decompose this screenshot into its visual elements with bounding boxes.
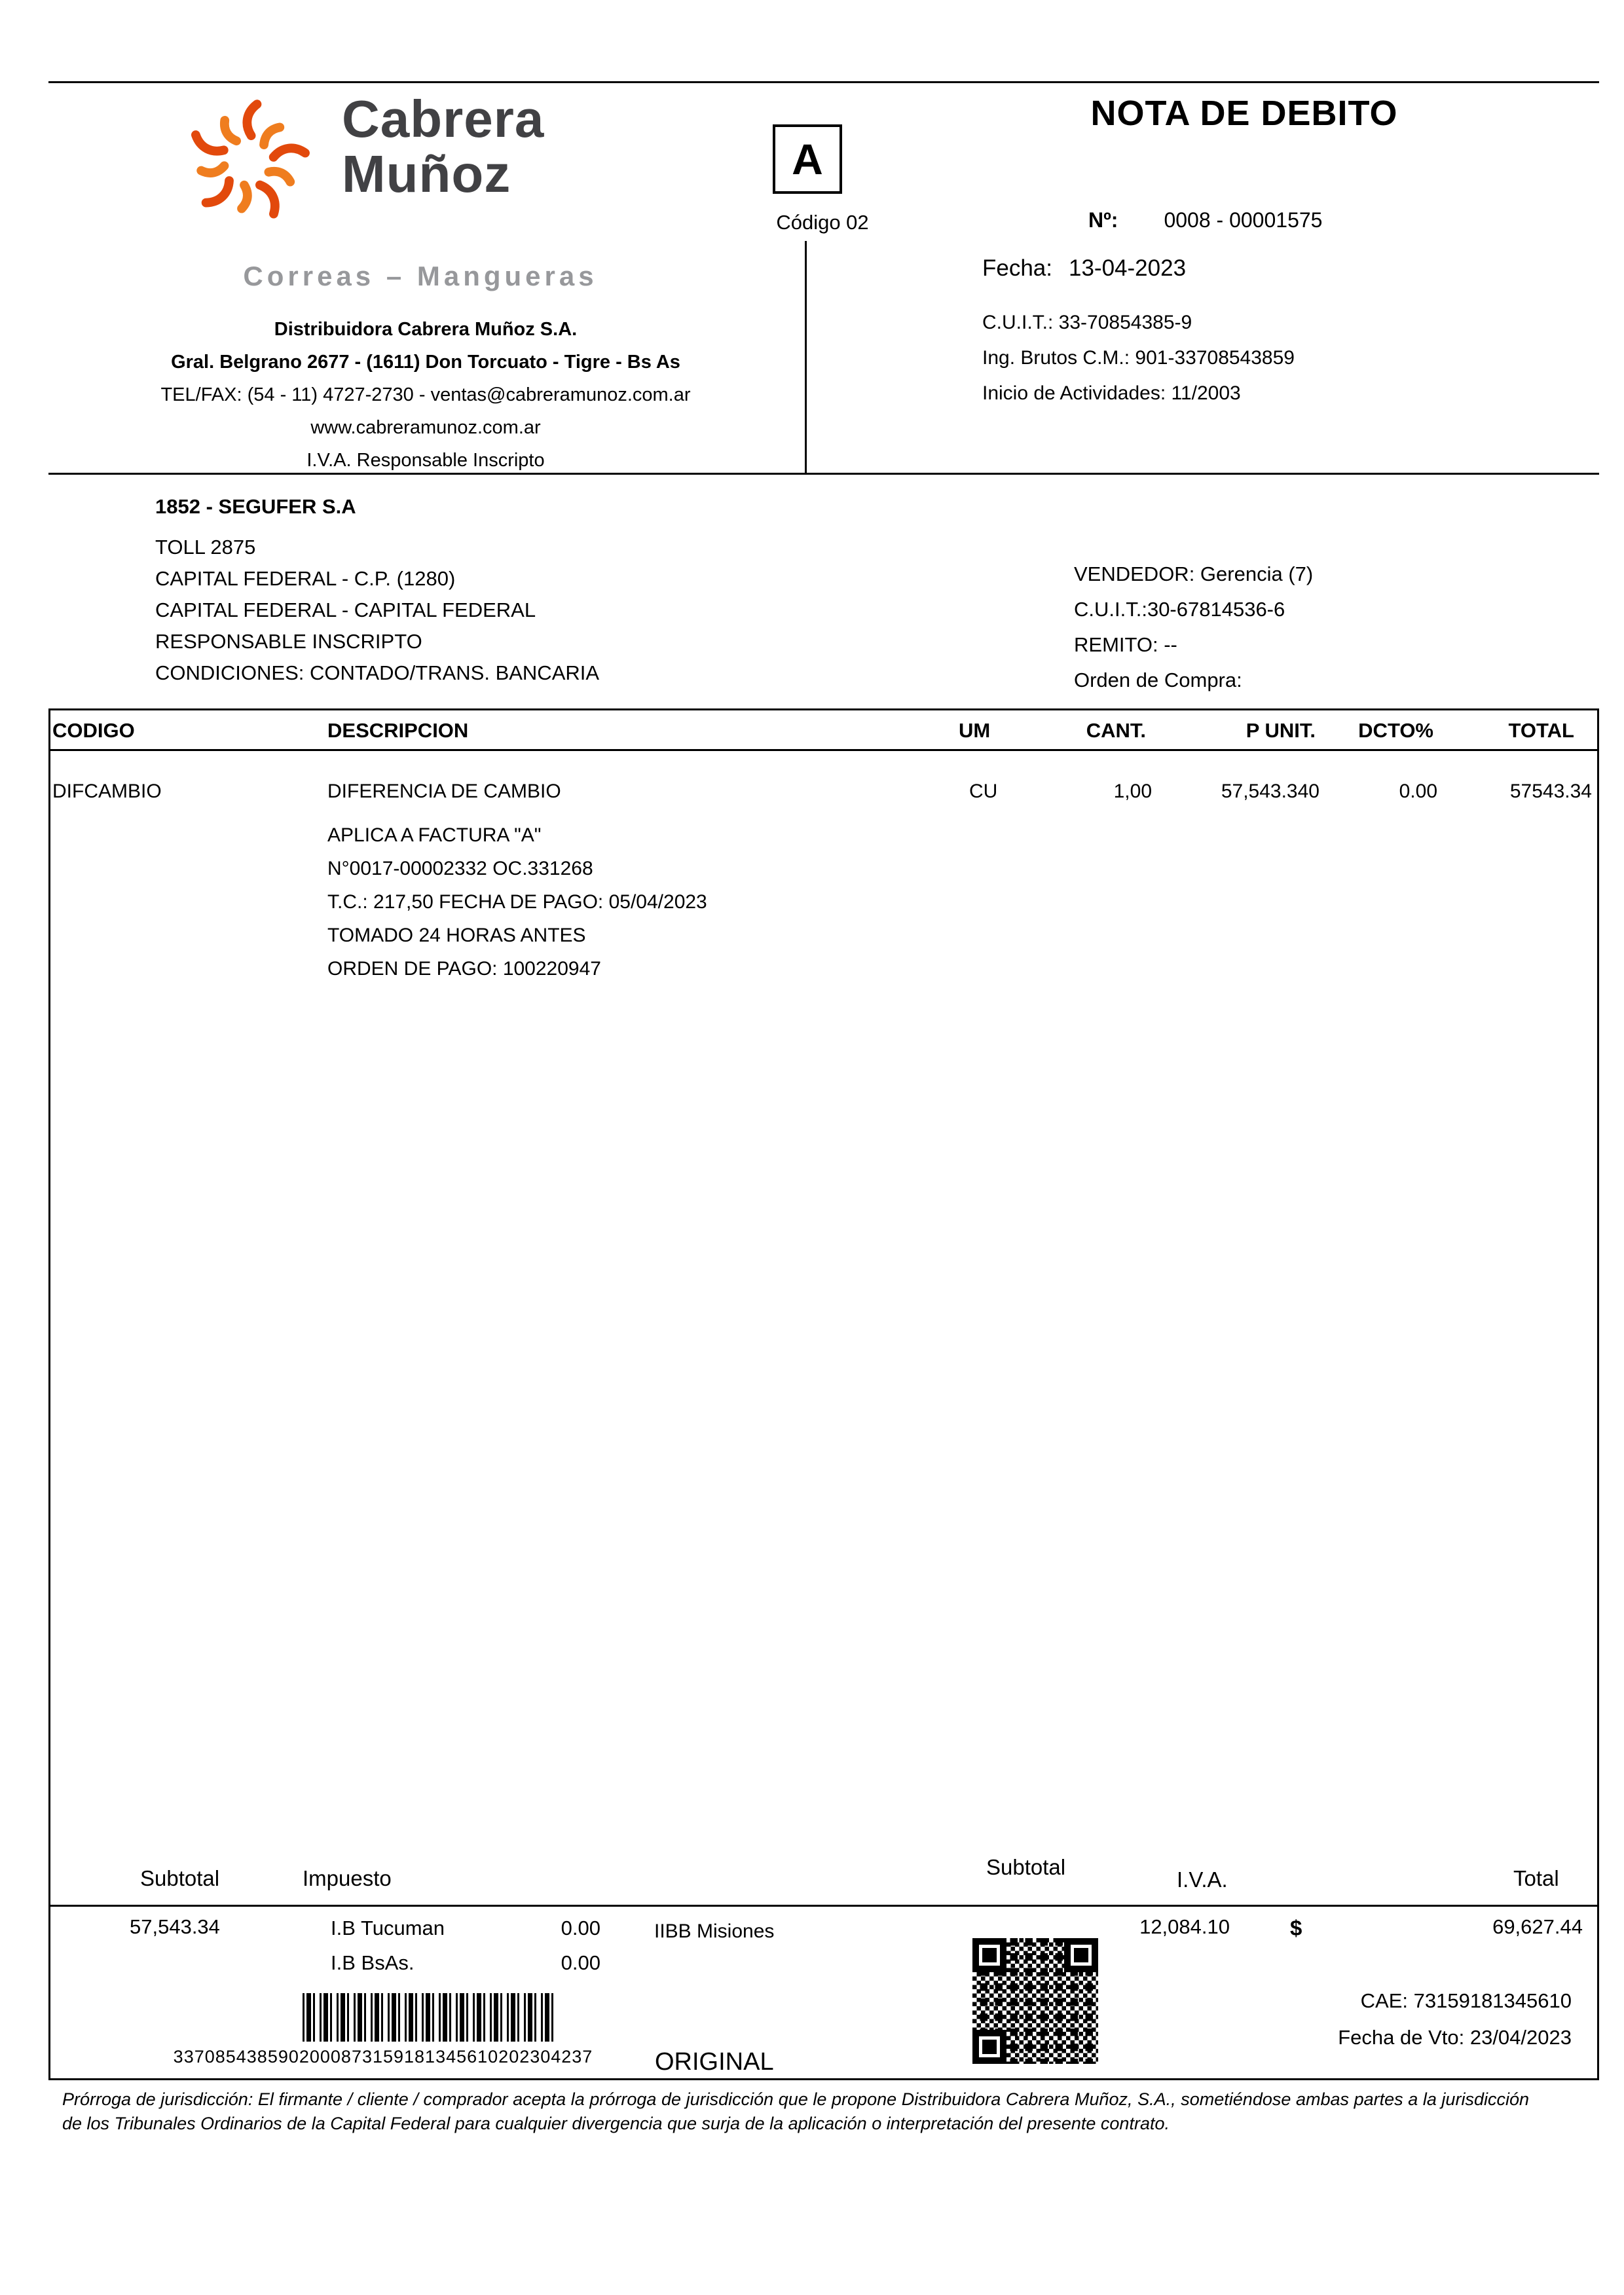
total-value: 69,627.44 bbox=[1492, 1915, 1583, 1938]
tax-row bbox=[331, 1911, 600, 1945]
col-header-cant: CANT. bbox=[1086, 719, 1146, 742]
brand-subtitle: Correas – Mangueras bbox=[243, 261, 598, 291]
company-cuit: C.U.I.T.: 33-70854385-9 bbox=[982, 312, 1192, 333]
item-detail-line: TOMADO 24 HORAS ANTES bbox=[327, 925, 586, 946]
doc-number-label: Nº: bbox=[1088, 208, 1118, 232]
item-dcto: 0.00 bbox=[1399, 780, 1437, 802]
iva-label: I.V.A. bbox=[1177, 1867, 1228, 1892]
qr-code bbox=[967, 1933, 1103, 2069]
cae-line: CAE: 73159181345610 bbox=[1360, 1989, 1572, 2012]
impuesto-label: Impuesto bbox=[303, 1866, 392, 1890]
vto-line: Fecha de Vto: 23/04/2023 bbox=[1338, 2026, 1572, 2049]
iibb-label: IIBB Misiones bbox=[654, 1920, 775, 1942]
item-detail bbox=[327, 818, 707, 985]
company-address: Gral. Belgrano 2677 - (1611) Don Torcuato - Tigre - Bs As bbox=[171, 352, 680, 373]
table-right-border bbox=[1597, 708, 1599, 2078]
company-contact: TEL/FAX: (54 - 11) 4727-2730 - ventas@cabreramunoz.com.ar bbox=[160, 384, 691, 405]
client-conditions: CONDICIONES: CONTADO/TRANS. BANCARIA bbox=[155, 661, 600, 684]
col-header-dcto: DCTO% bbox=[1358, 719, 1433, 742]
item-codigo: DIFCAMBIO bbox=[52, 780, 162, 802]
legal-text: Prórroga de jurisdicción: El firmante / cliente / comprador acepta la prórroga de jurisdicción que le propone Distribuidora Cabrera Muñoz, S.A., sometiéndose ambas partes a la jurisdicción de los Tribunales Ordinarios de la Capital Federal para cualquier divergencia que surja de la aplicación o interpretación del presente contrato. bbox=[62, 2089, 1529, 2133]
doc-letter-box bbox=[773, 124, 842, 194]
tax-value: 0.00 bbox=[561, 1917, 600, 1939]
item-total: 57543.34 bbox=[1509, 780, 1592, 802]
table-header-bottom-rule bbox=[48, 749, 1599, 751]
original-label: ORIGINAL bbox=[655, 2048, 774, 2076]
company-iva-condition: I.V.A. Responsable Inscripto bbox=[306, 450, 545, 471]
doc-date bbox=[982, 255, 1186, 282]
item-detail-line: ORDEN DE PAGO: 100220947 bbox=[327, 958, 601, 980]
subtotal2-label: Subtotal bbox=[986, 1855, 1066, 1879]
company-info bbox=[79, 313, 773, 477]
brand-name bbox=[342, 92, 544, 202]
item-punit: 57,543.340 bbox=[1221, 780, 1320, 802]
subtotal-label: Subtotal bbox=[140, 1866, 220, 1890]
tax-list bbox=[331, 1911, 600, 1980]
orden-compra-line: Orden de Compra: bbox=[1074, 669, 1242, 691]
item-detail-line: T.C.: 217,50 FECHA DE PAGO: 05/04/2023 bbox=[327, 891, 707, 913]
client-info bbox=[155, 491, 599, 689]
subtotal-value: 57,543.34 bbox=[130, 1915, 220, 1938]
doc-number-value: 0008 - 00001575 bbox=[1164, 208, 1323, 232]
brand-line1: Cabrera bbox=[342, 90, 545, 148]
barcode-number: 3370854385902000873159181345610202304237 bbox=[173, 2047, 593, 2066]
header-top-rule bbox=[48, 81, 1599, 83]
barcode bbox=[303, 1993, 558, 2042]
doc-title: NOTA DE DEBITO bbox=[1090, 94, 1398, 133]
company-inicio-actividades: Inicio de Actividades: 11/2003 bbox=[982, 382, 1241, 404]
currency-symbol: $ bbox=[1290, 1916, 1302, 1940]
company-website: www.cabreramunoz.com.ar bbox=[310, 417, 541, 438]
tax-value: 0.00 bbox=[561, 1951, 600, 1974]
col-header-total: TOTAL bbox=[1508, 719, 1574, 742]
company-fiscal-info bbox=[982, 305, 1295, 411]
doc-date-label: Fecha: bbox=[982, 255, 1052, 281]
doc-date-value: 13-04-2023 bbox=[1069, 255, 1187, 281]
client-city-1: CAPITAL FEDERAL - C.P. (1280) bbox=[155, 567, 456, 590]
company-ing-brutos: Ing. Brutos C.M.: 901-33708543859 bbox=[982, 347, 1295, 369]
table-left-border bbox=[48, 708, 50, 2078]
remito-line: REMITO: -- bbox=[1074, 633, 1177, 656]
table-header-top-rule bbox=[48, 708, 1599, 710]
logo-starburst-icon bbox=[178, 90, 317, 233]
doc-letter: A bbox=[792, 135, 823, 183]
qr-finder-icon bbox=[972, 2030, 1006, 2064]
item-um: CU bbox=[969, 780, 998, 802]
item-descripcion: DIFERENCIA DE CAMBIO bbox=[327, 780, 561, 802]
client-city-2: CAPITAL FEDERAL - CAPITAL FEDERAL bbox=[155, 598, 536, 621]
sale-info bbox=[1074, 557, 1313, 698]
client-cuit-line: C.U.I.T.:30-67814536-6 bbox=[1074, 598, 1285, 621]
totals-rule bbox=[48, 1905, 1599, 1907]
brand-line2: Muñoz bbox=[342, 145, 511, 203]
item-detail-line: APLICA A FACTURA "A" bbox=[327, 824, 542, 846]
col-header-um: UM bbox=[959, 719, 991, 742]
col-header-codigo: CODIGO bbox=[52, 719, 135, 742]
tax-row bbox=[331, 1945, 600, 1980]
col-header-descripcion: DESCRIPCION bbox=[327, 719, 469, 742]
company-logo bbox=[178, 90, 317, 236]
tax-name: I.B BsAs. bbox=[331, 1951, 415, 1974]
qr-finder-icon bbox=[1064, 1938, 1098, 1972]
client-name: 1852 - SEGUFER S.A bbox=[155, 495, 356, 518]
item-cant: 1,00 bbox=[1113, 780, 1152, 802]
doc-code: Código 02 bbox=[776, 211, 869, 234]
client-section-rule bbox=[48, 473, 1599, 475]
doc-number bbox=[1088, 208, 1322, 232]
item-detail-line: N°0017-00002332 OC.331268 bbox=[327, 858, 593, 879]
header-divider bbox=[805, 241, 807, 473]
col-header-punit: P UNIT. bbox=[1246, 719, 1316, 742]
iva-value: 12,084.10 bbox=[1139, 1915, 1230, 1938]
company-name: Distribuidora Cabrera Muñoz S.A. bbox=[274, 319, 578, 340]
tax-name: I.B Tucuman bbox=[331, 1917, 445, 1939]
qr-finder-icon bbox=[972, 1938, 1006, 1972]
total-label: Total bbox=[1513, 1866, 1559, 1890]
vendedor-line: VENDEDOR: Gerencia (7) bbox=[1074, 562, 1314, 585]
footer-rule bbox=[48, 2078, 1599, 2080]
client-street: TOLL 2875 bbox=[155, 536, 256, 559]
client-iva-condition: RESPONSABLE INSCRIPTO bbox=[155, 630, 422, 653]
